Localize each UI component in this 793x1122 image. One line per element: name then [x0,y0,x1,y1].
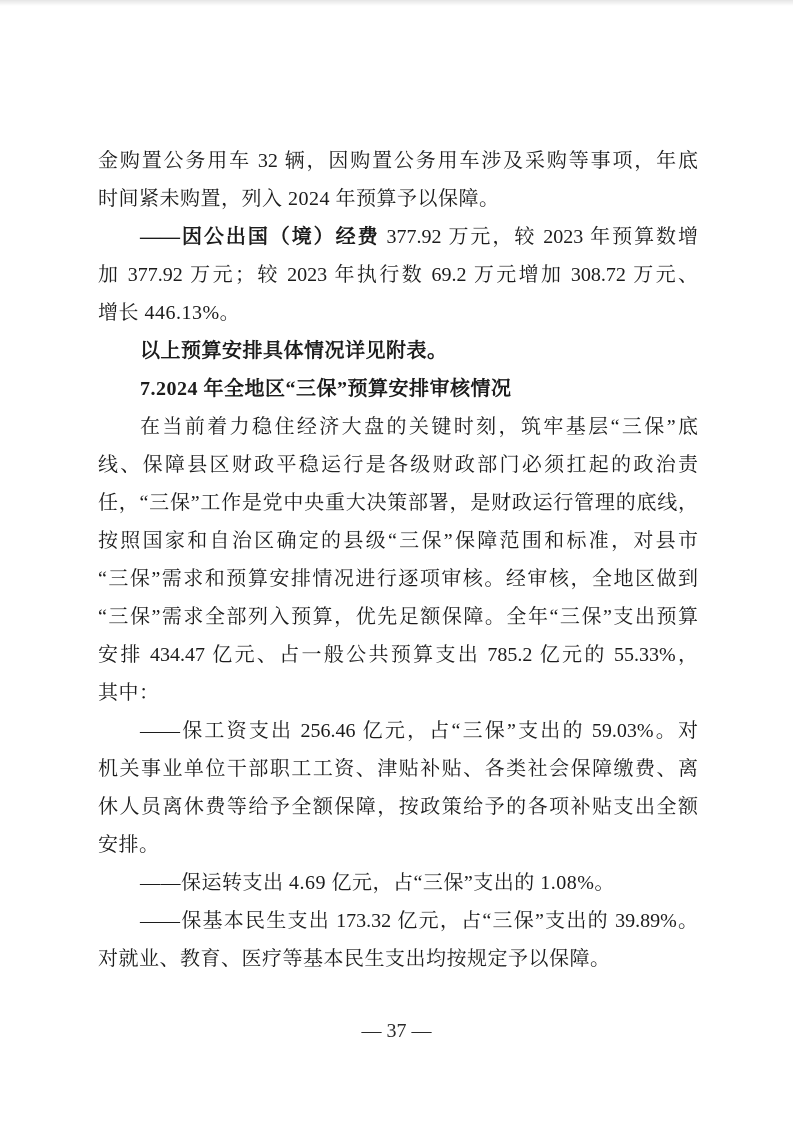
text-line [98,218,698,256]
text-line: 以上预算安排具体情况详见附表。 [140,340,448,362]
text-line: 增长 446.13%。 [98,302,241,324]
text-line: 7.2024 年全地区“三保”预算安排审核情况 [140,378,512,400]
text-line: 机关事业单位干部职工工资、津贴补贴、各类社会保障缴费、离 [98,758,698,780]
text-line: ——保基本民生支出 173.32 亿元，占“三保”支出的 39.89%。 [140,910,698,932]
text-line: 对就业、教育、医疗等基本民生支出均按规定予以保障。 [98,948,611,970]
text-line: 安排 434.47 亿元、占一般公共预算支出 785.2 亿元的 55.33%， [98,644,698,666]
text-line: 任，“三保”工作是党中央重大决策部署，是财政运行管理的底线， [98,492,698,514]
text-line: 按照国家和自治区确定的县级“三保”保障范围和标准，对县市 [98,530,698,552]
text-line: 其中： [98,682,160,704]
text-line: ——保工资支出 256.46 亿元，占“三保”支出的 59.03%。对 [140,720,698,742]
text-line: “三保”需求和预算安排情况进行逐项审核。经审核，全地区做到 [98,568,698,590]
text-line: 在当前着力稳住经济大盘的关键时刻，筑牢基层“三保”底 [140,416,698,438]
text-line: 休人员离休费等给予全额保障，按政策给予的各项补贴支出全额 [98,796,698,818]
text-line: 线、保障县区财政平稳运行是各级财政部门必须扛起的政治责 [98,454,698,476]
document-body [98,142,698,978]
scan-top-edge [0,0,793,6]
text-line: “三保”需求全部列入预算，优先足额保障。全年“三保”支出预算 [98,606,698,628]
text-line: 安排。 [98,834,160,856]
text-line: ——保运转支出 4.69 亿元，占“三保”支出的 1.08%。 [140,872,615,894]
text-segment: 377.92 万元，较 2023 年预算数增 [379,226,699,248]
text-line: 时间紧未购置，列入 2024 年预算予以保障。 [98,188,500,210]
text-line: 金购置公务用车 32 辆，因购置公务用车涉及采购等事项，年底 [98,150,698,172]
page-number: — 37 — [361,1020,432,1042]
text-line: 加 377.92 万元；较 2023 年执行数 69.2 万元增加 308.72 万元、 [98,264,698,286]
text-segment-bold: ——因公出国（境）经费 [140,226,380,248]
